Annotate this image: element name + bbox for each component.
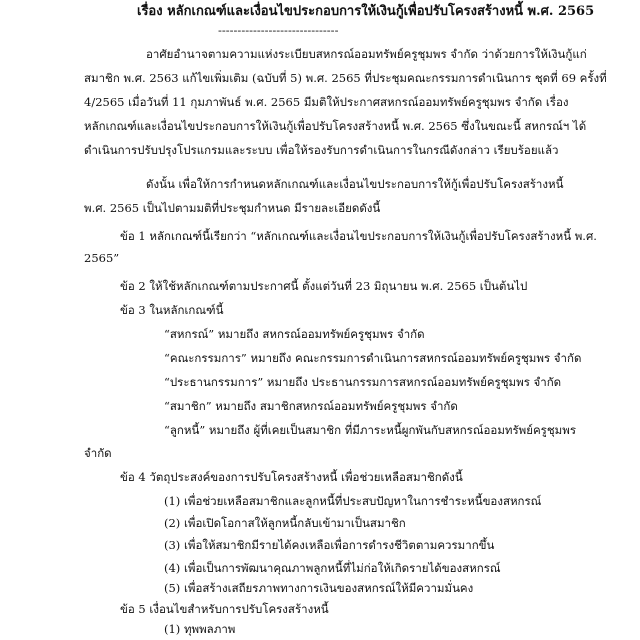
paragraph-1-line-2: สมาชิก พ.ศ. 2563 แก้ไขเพิ่มเติม (ฉบับที่ 5) พ.ศ. 2565 ที่ประชุมคณะกรรมการดำเนินการ ชุดที่ 69 ครั้งที่ [84, 71, 607, 85]
condition-1: (1) ทุพพลภาพ [164, 622, 236, 636]
objective-4: (4) เพื่อเป็นการพัฒนาคุณภาพลูกหนี้ที่ไม่ก่อให้เกิดรายได้ของสหกรณ์ [164, 561, 501, 575]
clause-1-line-1: ข้อ 1 หลักเกณฑ์นี้เรียกว่า “หลักเกณฑ์และเงื่อนไขประกอบการให้เงินกู้เพื่อปรับโครงสร้างหนี้ พ.ศ. [120, 229, 597, 243]
definition-member: “สมาชิก” หมายถึง สมาชิกสหกรณ์ออมทรัพย์ครูชุมพร จำกัด [164, 399, 458, 413]
clause-3: ข้อ 3 ในหลักเกณฑ์นี้ [120, 303, 224, 317]
objective-5: (5) เพื่อสร้างเสถียรภาพทางการเงินของสหกรณ์ให้มีความมั่นคง [164, 581, 474, 595]
definition-chairman: “ประธานกรรมการ” หมายถึง ประธานกรรมการสหกรณ์ออมทรัพย์ครูชุมพร จำกัด [164, 375, 562, 389]
clause-5: ข้อ 5 เงื่อนไขสำหรับการปรับโครงสร้างหนี้ [120, 602, 329, 616]
objective-2: (2) เพื่อเปิดโอกาสให้ลูกหนี้กลับเข้ามาเป็นสมาชิก [164, 516, 406, 530]
definition-committee: “คณะกรรมการ” หมายถึง คณะกรรมการดำเนินการสหกรณ์ออมทรัพย์ครูชุมพร จำกัด [164, 351, 582, 365]
clause-1-line-2: 2565” [84, 251, 120, 265]
clause-4: ข้อ 4 วัตถุประสงค์ของการปรับโครงสร้างหนี้ เพื่อช่วยเหลือสมาชิกดังนี้ [120, 470, 463, 484]
paragraph-2-line-2: พ.ศ. 2565 เป็นไปตามมติที่ประชุมกำหนด มีรายละเอียดดังนี้ [84, 201, 381, 215]
objective-3: (3) เพื่อให้สมาชิกมีรายได้คงเหลือเพื่อการดำรงชีวิตตามควรมากขึ้น [164, 538, 495, 552]
objective-1: (1) เพื่อช่วยเหลือสมาชิกและลูกหนี้ที่ประสบปัญหาในการชำระหนี้ของสหกรณ์ [164, 494, 542, 508]
paragraph-1-line-4: หลักเกณฑ์และเงื่อนไขประกอบการให้เงินกู้เพื่อปรับโครงสร้างหนี้ พ.ศ. 2565 ซึ่งในขณะนี้ สหกรณ์ฯ ได้ [84, 119, 587, 133]
paragraph-2-line-1: ดังนั้น เพื่อให้การกำหนดหลักเกณฑ์และเงื่อนไขประกอบการให้กู้เพื่อปรับโครงสร้างหนี้ [146, 177, 564, 191]
definition-cooperative: “สหกรณ์” หมายถึง สหกรณ์ออมทรัพย์ครูชุมพร จำกัด [164, 327, 425, 341]
paragraph-1-line-3: 4/2565 เมื่อวันที่ 11 กุมภาพันธ์ พ.ศ. 2565 มีมติให้ประกาศสหกรณ์ออมทรัพย์ครูชุมพร จำกัด เรื่อง [84, 95, 569, 109]
paragraph-1-line-5: ดำเนินการปรับปรุงโปรแกรมและระบบ เพื่อให้รองรับการดำเนินการในกรณีดังกล่าว เรียบร้อยแล้ว [84, 143, 559, 157]
paragraph-1-line-1: อาศัยอำนาจตามความแห่งระเบียบสหกรณ์ออมทรัพย์ครูชุมพร จำกัด ว่าด้วยการให้เงินกู้แก่ [146, 47, 587, 61]
clause-2: ข้อ 2 ให้ใช้หลักเกณฑ์ตามประกาศนี้ ตั้งแต่วันที่ 23 มิถุนายน พ.ศ. 2565 เป็นต้นไป [120, 279, 528, 293]
definition-debtor-wrap: จำกัด [84, 446, 112, 460]
document-title: เรื่อง หลักเกณฑ์และเงื่อนไขประกอบการให้เงินกู้เพื่อปรับโครงสร้างหนี้ พ.ศ. 2565 [137, 4, 595, 19]
definition-debtor: “ลูกหนี้” หมายถึง ผู้ที่เคยเป็นสมาชิก ที่มีภาระหนี้ผูกพันกับสหกรณ์ออมทรัพย์ครูชุมพร [164, 423, 577, 437]
title-divider: ------------------------------- [218, 23, 339, 37]
